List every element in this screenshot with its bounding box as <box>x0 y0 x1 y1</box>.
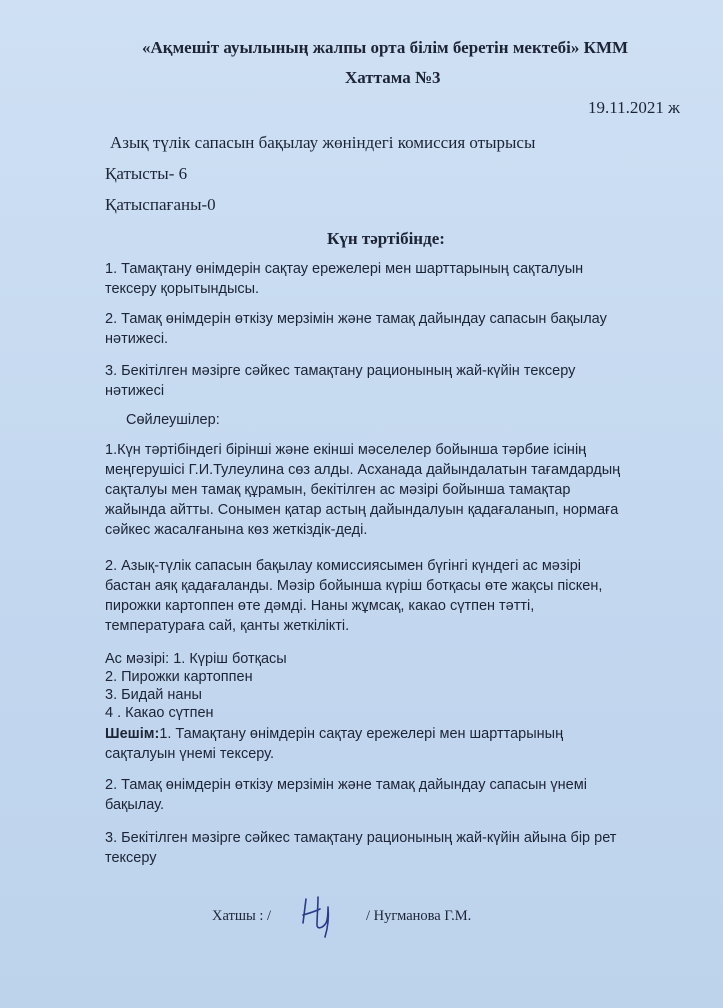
paragraph-line: 1.Күн тәртібіндегі бірінші және екінші мәселелер бойынша тәрбие ісінің <box>105 442 587 458</box>
absent-count: Қатыспағаны-0 <box>105 195 216 214</box>
paragraph-line: жайында айтты. Сонымен қатар астың дайындалуын қадағаланып, нормаға <box>105 502 619 518</box>
secretary-name: / Нугманова Г.М. <box>366 908 472 924</box>
protocol-date: 19.11.2021 ж <box>588 98 680 117</box>
agenda-item-line: нәтижесі <box>105 383 165 399</box>
agenda-item-line: нәтижесі. <box>105 331 169 347</box>
present-count: Қатысты- 6 <box>105 164 188 183</box>
agenda-item-line: 1. Тамақтану өнімдерін сақтау ережелері мен шарттарының сақталуын <box>105 261 584 277</box>
protocol-title: Хаттама №3 <box>345 68 441 87</box>
meeting-title: Азық түлік сапасын бақылау жөніндегі комиссия отырысы <box>110 133 536 152</box>
decision-line: 3. Бекітілген мәзірге сәйкес тамақтану рационының жай-күйін айына бір рет <box>105 830 617 846</box>
menu-item: 2. Пирожки картоппен <box>105 669 253 685</box>
secretary-label: Хатшы : / <box>212 908 272 924</box>
decision-item <box>105 828 695 868</box>
paragraph-line: температураға сай, қанты жеткілікті. <box>105 618 350 634</box>
menu-item: 4 . Какао сүтпен <box>105 705 214 721</box>
paragraph-line: сақталуы мен тамақ құрамын, бекітілген ас мәзірі бойынша тамақтар <box>105 482 571 498</box>
handwritten-signature <box>298 893 340 939</box>
paragraph-line: сәйкес жасалғанына көз жеткіздік-деді. <box>105 522 368 538</box>
decision-item <box>105 775 695 815</box>
decision-line: бақылау. <box>105 797 164 813</box>
agenda-item-line: 2. Тамақ өнімдерін өткізу мерзімін және тамақ дайындау сапасын бақылау <box>105 311 607 327</box>
agenda-item <box>105 361 695 401</box>
paragraph-line: бастан аяқ қадағаланды. Мәзір бойынша күріш ботқасы өте жақсы піскен, <box>105 578 603 594</box>
paragraph-line: меңгерушісі Г.И.Тулеулина сөз алды. Асханада дайындалатын тағамдардың <box>105 462 621 478</box>
speaker-paragraph-1 <box>105 440 695 540</box>
speaker-paragraph-2 <box>105 556 695 636</box>
agenda-item-line: 3. Бекітілген мәзірге сәйкес тамақтану рационының жай-күйін тексеру <box>105 363 576 379</box>
speakers-title: Сөйлеушілер: <box>126 412 220 428</box>
agenda-title: Күн тәртібінде: <box>327 229 445 248</box>
decision-line: 2. Тамақ өнімдерін өткізу мерзімін және тамақ дайындау сапасын үнемі <box>105 777 587 793</box>
paragraph-line: 2. Азық-түлік сапасын бақылау комиссиясымен бүгінгі күндегі ас мәзірі <box>105 558 582 574</box>
decision-label: Шешім: <box>105 726 160 742</box>
menu-item: Ас мәзірі: 1. Күріш ботқасы <box>105 651 287 667</box>
decision-item <box>105 724 695 764</box>
org-title: «Ақмешіт ауылының жалпы орта білім беретін мектебі» КММ <box>142 38 629 57</box>
paragraph-line: пирожки картоппен өте дәмді. Наны жұмсақ, какао сүтпен тәтті, <box>105 598 535 614</box>
decision-line: тексеру <box>105 850 157 866</box>
decision-line: 1. Тамақтану өнімдерін сақтау ережелері мен шарттарының <box>159 726 564 742</box>
agenda-item <box>105 259 695 299</box>
agenda-item-line: тексеру қорытындысы. <box>105 281 260 297</box>
decision-line: сақталуын үнемі тексеру. <box>105 746 275 762</box>
menu-list <box>105 650 695 722</box>
menu-item: 3. Бидай наны <box>105 687 202 703</box>
agenda-item <box>105 309 695 349</box>
